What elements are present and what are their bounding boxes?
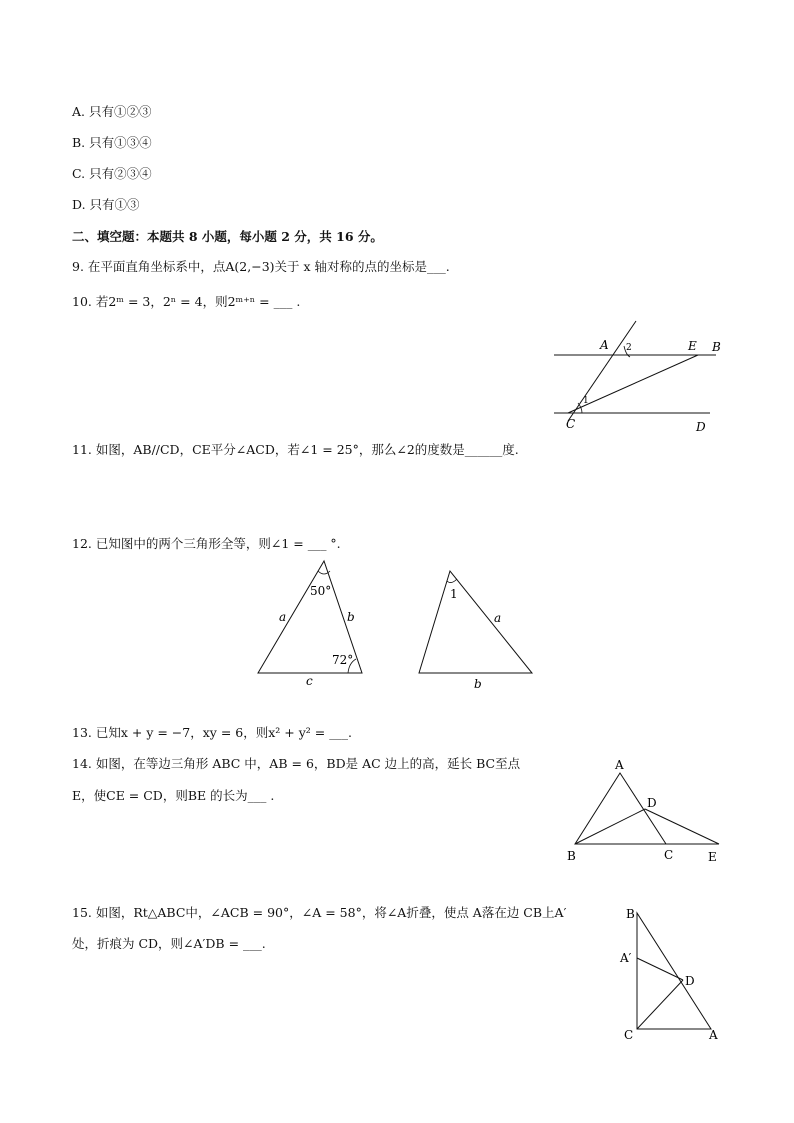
label-b: B: [712, 340, 721, 354]
label-b: B: [567, 849, 576, 863]
section-title: 二、填空题：本题共 8 小题，每小题 2 分，共 16 分。: [72, 229, 383, 244]
question-10: 10. 若2ᵐ = 3，2ⁿ = 4，则2ᵐ⁺ⁿ = ___ .: [72, 294, 301, 309]
figure-11-parallel-lines: [540, 315, 730, 435]
question-14-line-1: 14. 如图，在等边三角形 ABC 中，AB = 6，BD是 AC 边上的高，延长 BC至点: [72, 756, 521, 771]
label-c: C: [664, 848, 674, 862]
label-right-angle-1: 1: [450, 587, 458, 601]
label-e: E: [708, 850, 717, 864]
label-c: C: [624, 1028, 634, 1042]
question-12: 12. 已知图中的两个三角形全等，则∠1 = ___ °.: [72, 536, 341, 551]
segment-de: [645, 809, 719, 844]
label-right-b: b: [474, 677, 482, 691]
question-14-line-2: E，使CE = CD，则BE 的长为___ .: [72, 788, 275, 803]
question-11: 11. 如图，AB//CD，CE平分∠ACD，若∠1 = 25°，那么∠2的度数是______度.: [72, 442, 519, 457]
label-a: A: [615, 758, 624, 772]
label-left-a: a: [279, 610, 287, 624]
label-b: B: [626, 907, 635, 921]
label-c: C: [566, 417, 576, 431]
label-angle-1: 1: [583, 396, 589, 406]
option-a: A. 只有①②③: [72, 104, 152, 119]
option-c: C. 只有②③④: [72, 166, 152, 181]
label-a: A: [600, 338, 609, 352]
label-angle-2: 2: [626, 343, 632, 353]
label-a: A: [709, 1028, 718, 1042]
question-15-line-2: 处，折痕为 CD，则∠A′DB = ___.: [72, 936, 266, 951]
triangle-abc: [637, 913, 711, 1029]
label-d: D: [696, 420, 706, 434]
figure-12-congruent-triangles: [250, 555, 550, 695]
label-right-a: a: [494, 611, 502, 625]
segment-a-prime-d: [637, 958, 683, 980]
question-9: 9. 在平面直角坐标系中，点A(2,−3)关于 x 轴对称的点的坐标是___.: [72, 259, 450, 274]
label-left-b: b: [347, 610, 355, 624]
option-d: D. 只有①③: [72, 197, 140, 212]
label-left-angle-50: 50°: [310, 584, 332, 598]
label-d: D: [647, 796, 657, 810]
question-13: 13. 已知x + y = −7，xy = 6，则x² + y² = ___.: [72, 725, 352, 740]
figure-15-right-triangle-fold: [615, 900, 735, 1050]
triangle-right: [419, 571, 532, 673]
label-d: D: [685, 974, 695, 988]
label-e: E: [688, 339, 697, 353]
question-15-line-1: 15. 如图，Rt△ABC中，∠ACB = 90°，∠A = 58°，将∠A折叠，使点 A落在边 CB上A′: [72, 905, 567, 920]
figure-14-equilateral-triangle: [560, 755, 730, 870]
line-ac-transversal: [568, 321, 636, 421]
angle-1-arc: [447, 579, 457, 583]
label-a-prime: A′: [620, 951, 632, 965]
label-left-c: c: [306, 674, 313, 688]
segment-cd: [637, 980, 683, 1029]
label-left-angle-72: 72°: [332, 653, 354, 667]
option-b: B. 只有①③④: [72, 135, 152, 150]
